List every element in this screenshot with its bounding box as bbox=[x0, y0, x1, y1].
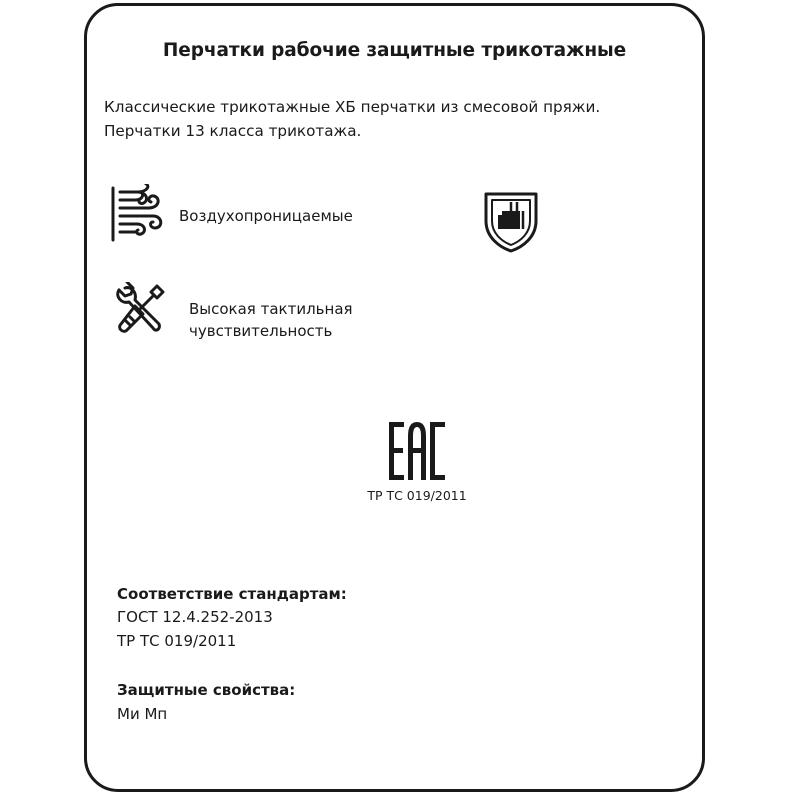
standard-item: ТР ТС 019/2011 bbox=[117, 632, 237, 650]
product-description bbox=[104, 95, 684, 143]
standards-list bbox=[117, 605, 273, 653]
eac-mark-logo bbox=[387, 422, 447, 480]
protective-properties-heading: Защитные свойства: bbox=[117, 681, 296, 699]
protective-properties-value: Ми Мп bbox=[117, 705, 168, 723]
certification-caption: ТР ТС 019/2011 bbox=[367, 488, 467, 503]
wrench-screwdriver-icon bbox=[113, 282, 165, 338]
description-line: Перчатки 13 класса трикотажа. bbox=[104, 122, 362, 140]
air-flow-icon bbox=[107, 184, 167, 244]
standard-item: ГОСТ 12.4.252-2013 bbox=[117, 608, 273, 626]
feature-label-breathable: Воздухопроницаемые bbox=[179, 207, 353, 225]
glove-shield-icon bbox=[483, 191, 539, 253]
certification-block bbox=[347, 422, 487, 503]
protective-properties-value-block bbox=[117, 702, 167, 726]
feature-label-tactile: Высокая тактильная чувствительность bbox=[189, 300, 353, 340]
standards-heading: Соответствие стандартам: bbox=[117, 585, 347, 603]
product-title: Перчатки рабочие защитные трикотажные bbox=[162, 40, 627, 61]
description-line: Классические трикотажные ХБ перчатки из смесовой пряжи. bbox=[104, 98, 601, 116]
product-card bbox=[84, 3, 705, 792]
